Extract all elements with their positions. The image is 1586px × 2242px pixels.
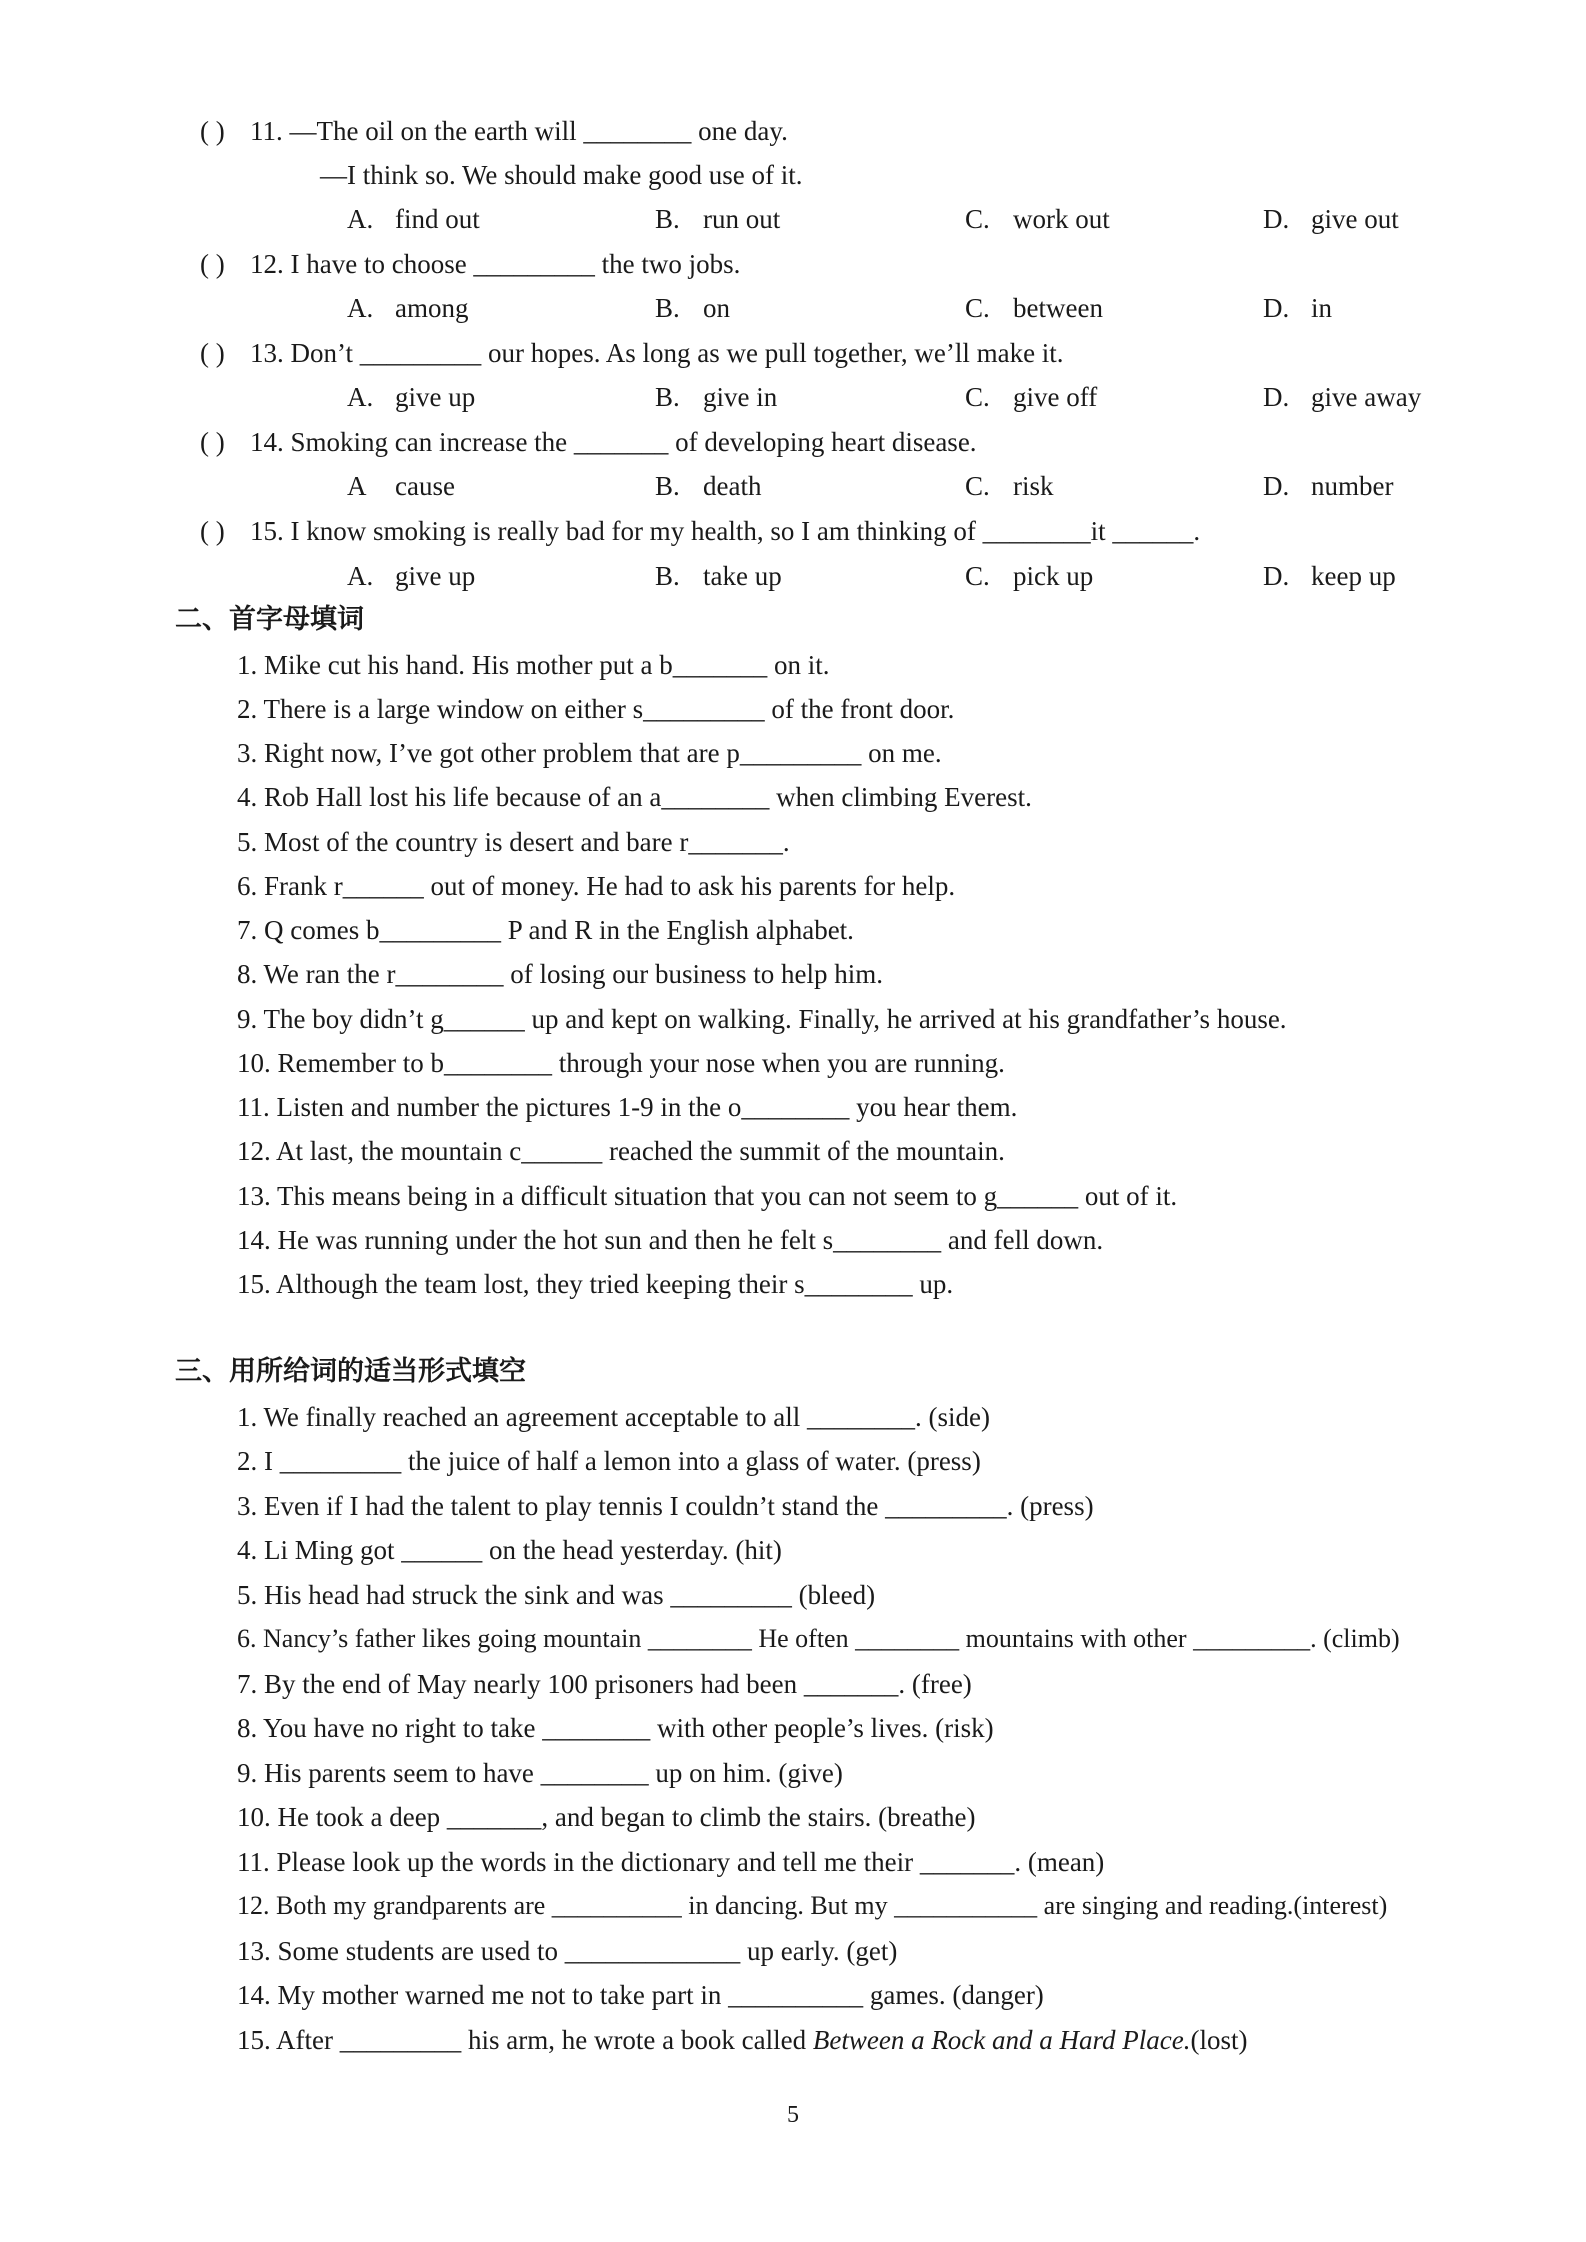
fill-item[interactable]: 8. You have no right to take ________ with other people’s lives. (risk) <box>237 1713 994 1743</box>
option-b[interactable]: B. death <box>655 471 762 501</box>
answer-paren[interactable]: ( ) <box>200 516 225 546</box>
fill-item[interactable]: 5. Most of the country is desert and bare r_______. <box>237 827 790 857</box>
fill-item[interactable]: 8. We ran the r________ of losing our business to help him. <box>237 959 884 989</box>
option-b[interactable]: B. give in <box>655 382 778 412</box>
fill-item[interactable]: 1. Mike cut his hand. His mother put a b_______ on it. <box>237 650 830 680</box>
option-c[interactable]: C. work out <box>965 204 1110 234</box>
question-11-reply: —I think so. We should make good use of it. <box>320 160 803 190</box>
section-2-title: 二、首字母填词 <box>175 604 364 635</box>
question-12-options <box>0 286 1586 330</box>
fill-item-text: 15. After _________ his arm, he wrote a book called <box>237 2025 813 2055</box>
fill-item[interactable]: 4. Li Ming got ______ on the head yesterday. (hit) <box>237 1535 782 1565</box>
option-c[interactable]: C. pick up <box>965 561 1094 591</box>
option-a[interactable]: A. give up <box>347 561 476 591</box>
fill-item[interactable]: 13. Some students are used to _____________ up early. (get) <box>237 1936 898 1966</box>
fill-item[interactable]: 13. This means being in a difficult situation that you can not seem to g______ out of it. <box>237 1181 1178 1211</box>
fill-item[interactable]: 12. Both my grandparents are __________ in dancing. But my ___________ are singing and reading.(interest) <box>237 1891 1388 1920</box>
fill-item[interactable]: 6. Nancy’s father likes going mountain ________ He often ________ mountains with other _________. (climb) <box>237 1624 1400 1653</box>
fill-item[interactable]: 7. Q comes b_________ P and R in the English alphabet. <box>237 915 854 945</box>
fill-item[interactable]: 5. His head had struck the sink and was _________ (bleed) <box>237 1580 876 1610</box>
fill-item[interactable]: 4. Rob Hall lost his life because of an a________ when climbing Everest. <box>237 782 1032 812</box>
fill-item[interactable]: 14. My mother warned me not to take part in __________ games. (danger) <box>237 1980 1044 2010</box>
option-d[interactable]: D. give out <box>1263 204 1399 234</box>
fill-item[interactable]: 2. There is a large window on either s_________ of the front door. <box>237 694 955 724</box>
fill-item[interactable]: 3. Right now, I’ve got other problem that are p_________ on me. <box>237 738 942 768</box>
option-b[interactable]: B. on <box>655 293 730 323</box>
fill-item[interactable]: 2. I _________ the juice of half a lemon into a glass of water. (press) <box>237 1446 981 1476</box>
page-number: 5 <box>787 2102 799 2128</box>
option-b[interactable]: B. run out <box>655 204 781 234</box>
question-stem: 11. —The oil on the earth will ________ one day. <box>250 116 788 146</box>
section-3-title: 三、用所给词的适当形式填空 <box>175 1356 526 1387</box>
fill-item[interactable]: 14. He was running under the hot sun and then he felt s________ and fell down. <box>237 1225 1104 1255</box>
option-d[interactable]: D. keep up <box>1263 561 1396 591</box>
option-a[interactable]: A. give up <box>347 382 476 412</box>
answer-paren[interactable]: ( ) <box>200 338 225 368</box>
fill-item[interactable]: 15. Although the team lost, they tried keeping their s________ up. <box>237 1269 954 1299</box>
option-c[interactable]: C. risk <box>965 471 1054 501</box>
option-a[interactable]: A. find out <box>347 204 480 234</box>
fill-item[interactable]: 12. At last, the mountain c______ reached the summit of the mountain. <box>237 1136 1005 1166</box>
fill-item[interactable]: 1. We finally reached an agreement acceptable to all ________. (side) <box>237 1402 991 1432</box>
fill-item[interactable]: 9. The boy didn’t g______ up and kept on walking. Finally, he arrived at his grandfather’s house. <box>237 1004 1287 1034</box>
question-stem: 13. Don’t _________ our hopes. As long as we pull together, we’ll make it. <box>250 338 1064 368</box>
fill-item[interactable]: 7. By the end of May nearly 100 prisoners had been _______. (free) <box>237 1669 972 1699</box>
fill-item-15[interactable] <box>237 2018 1248 2062</box>
question-13-options <box>0 375 1586 419</box>
answer-paren[interactable]: ( ) <box>200 427 225 457</box>
answer-paren[interactable]: ( ) <box>200 249 225 279</box>
fill-item[interactable]: 3. Even if I had the talent to play tennis I couldn’t stand the _________. (press) <box>237 1491 1094 1521</box>
fill-item[interactable]: 11. Listen and number the pictures 1-9 in the o________ you hear them. <box>237 1092 1018 1122</box>
option-a[interactable]: A cause <box>347 471 455 501</box>
option-d[interactable]: D. number <box>1263 471 1394 501</box>
option-c[interactable]: C. between <box>965 293 1103 323</box>
question-stem: 12. I have to choose _________ the two jobs. <box>250 249 741 279</box>
question-14-options <box>0 464 1586 508</box>
option-b[interactable]: B. take up <box>655 561 782 591</box>
book-title: Between a Rock and a Hard Place. <box>812 2025 1191 2055</box>
fill-item[interactable]: 11. Please look up the words in the dictionary and tell me their _______. (mean) <box>237 1847 1105 1877</box>
question-11-options <box>0 197 1586 241</box>
fill-item-hint: (lost) <box>1190 2025 1248 2055</box>
option-a[interactable]: A. among <box>347 293 469 323</box>
question-stem: 15. I know smoking is really bad for my health, so I am thinking of ________it ______. <box>250 516 1201 546</box>
fill-item[interactable]: 9. His parents seem to have ________ up on him. (give) <box>237 1758 843 1788</box>
question-stem: 14. Smoking can increase the _______ of developing heart disease. <box>250 427 977 457</box>
option-c[interactable]: C. give off <box>965 382 1098 412</box>
fill-item[interactable]: 10. Remember to b________ through your nose when you are running. <box>237 1048 1005 1078</box>
option-d[interactable]: D. give away <box>1263 382 1422 412</box>
option-d[interactable]: D. in <box>1263 293 1333 323</box>
fill-item[interactable]: 6. Frank r______ out of money. He had to ask his parents for help. <box>237 871 956 901</box>
answer-paren[interactable]: ( ) <box>200 116 225 146</box>
fill-item[interactable]: 10. He took a deep _______, and began to climb the stairs. (breathe) <box>237 1802 976 1832</box>
question-15-options <box>0 554 1586 598</box>
